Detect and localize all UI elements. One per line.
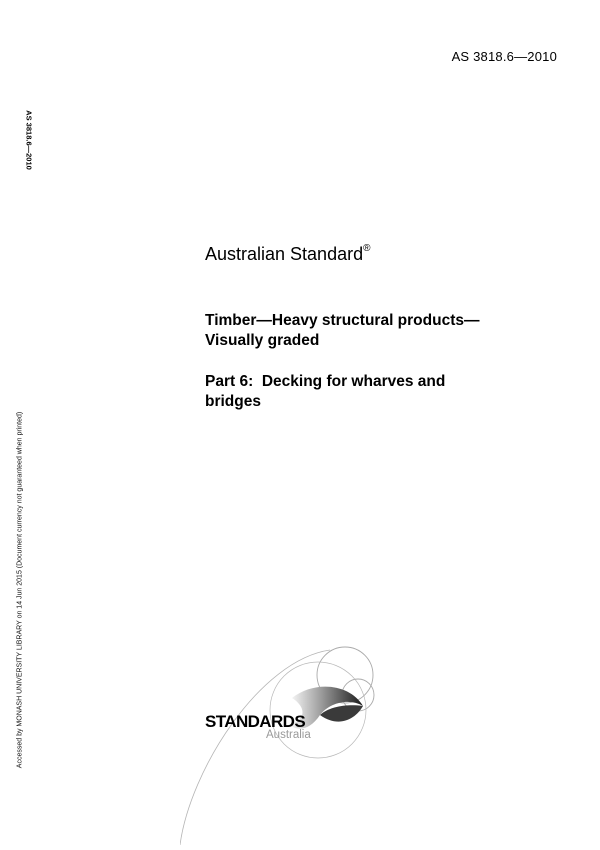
- part-title: [205, 372, 565, 412]
- registered-mark: ®: [363, 243, 371, 254]
- document-title: [205, 311, 565, 351]
- title-line-1: Timber—Heavy structural products—: [205, 312, 480, 329]
- title-line-2: Visually graded: [205, 332, 320, 349]
- standard-type-label: Australian Standard: [205, 244, 364, 264]
- logo-wordmark: STANDARDS: [205, 712, 306, 731]
- spine-document-code: AS 3818.6—2010: [24, 110, 34, 170]
- standard-type-heading: [205, 244, 370, 265]
- document-number: AS 3818.6—2010: [451, 49, 557, 64]
- access-note: Accessed by MONASH UNIVERSITY LIBRARY on 14 Jun 2015 (Document currency not guaranteed when printed): [16, 411, 24, 769]
- part-line-2: bridges: [205, 393, 261, 410]
- part-line-1: Part 6: Decking for wharves and: [205, 373, 446, 390]
- logo-subtext: Australia: [266, 729, 311, 741]
